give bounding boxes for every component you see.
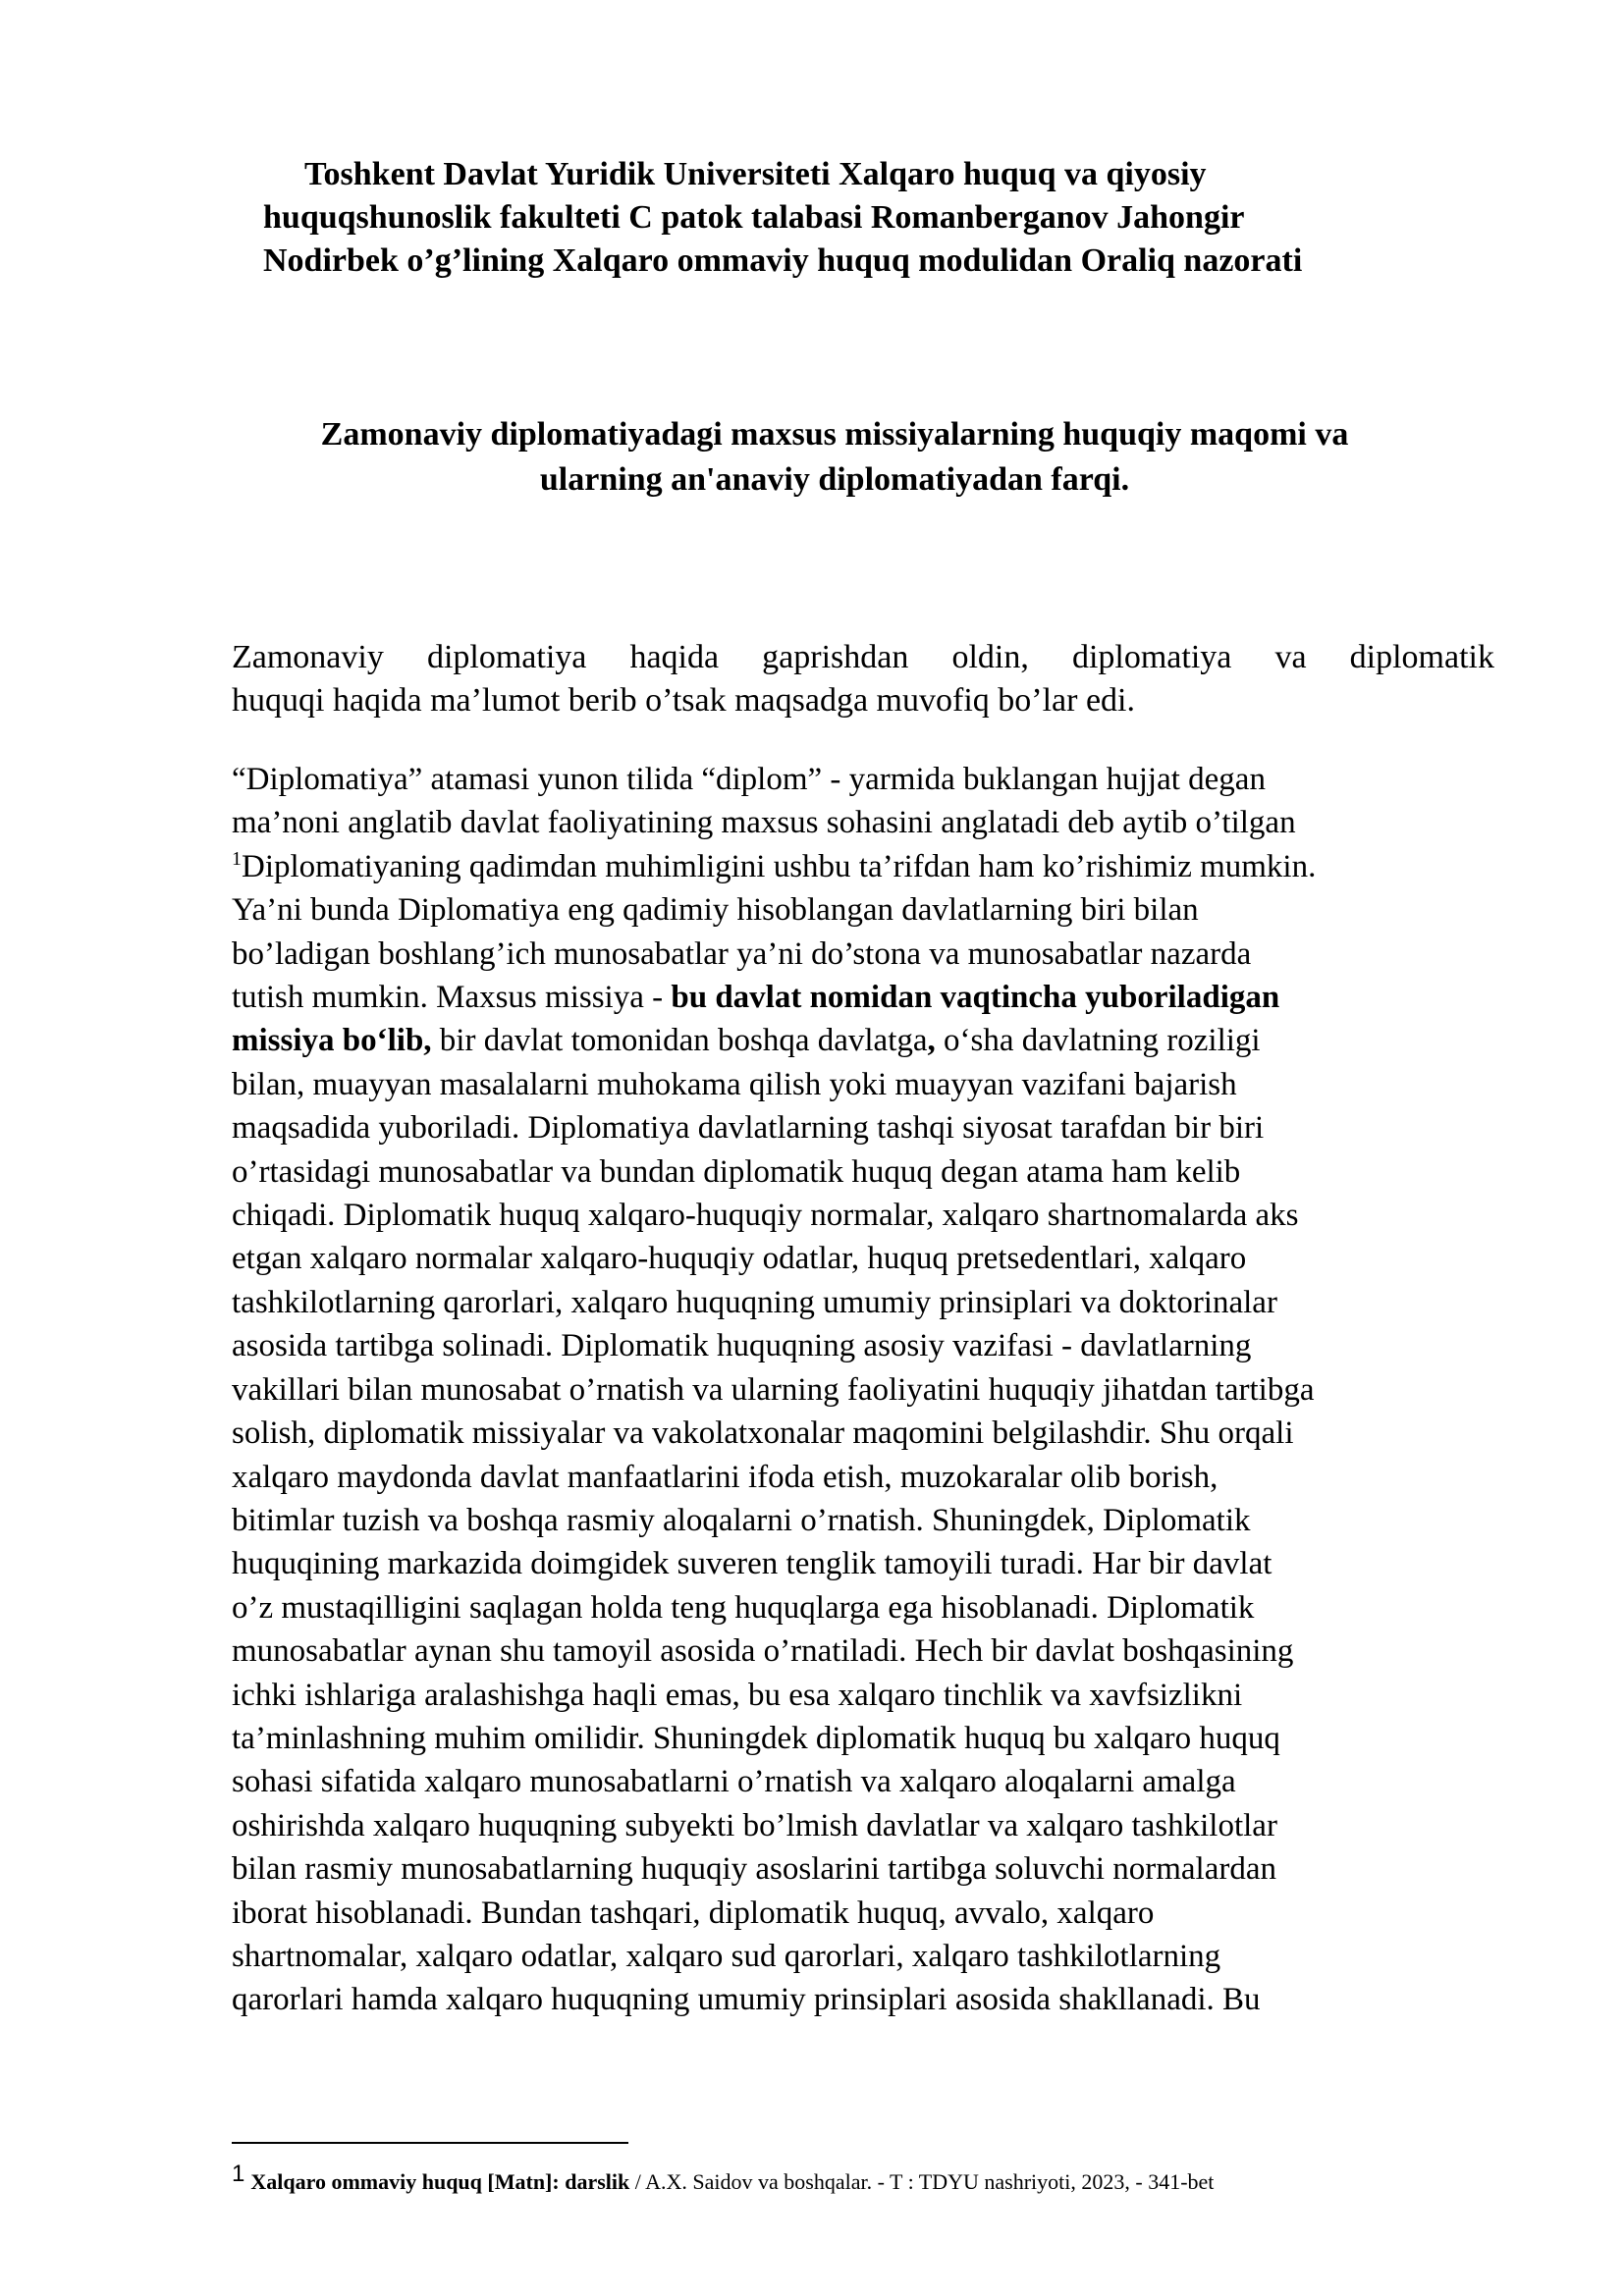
body-line: solish, diplomatik missiyalar va vakolatxonalar maqomini belgilashdir. Shu orqali <box>232 1415 1294 1452</box>
footnote-number: 1 <box>232 2160 245 2187</box>
document-header <box>255 153 1473 283</box>
intro-paragraph <box>232 636 1494 722</box>
header-line-1: Toshkent Davlat Yuridik Universiteti Xalqaro huquq va qiyosiy <box>304 156 1207 192</box>
body-line: maqsadida yuboriladi. Diplomatiya davlatlarning tashqi siyosat tarafdan bir biri <box>232 1110 1265 1147</box>
body-line-text: bir davlat tomonidan boshqa davlatga <box>431 1023 928 1059</box>
topic-line-2: ularning an'anaviy diplomatiyadan farqi. <box>539 461 1130 498</box>
body-line: etgan xalqaro normalar xalqaro-huquqiy odatlar, huquq pretsedentlari, xalqaro <box>232 1241 1247 1277</box>
body-line: “Diplomatiya” atamasi yunon tilida “diplom” - yarmida buklangan hujjat degan <box>232 762 1266 797</box>
body-line-text: tutish mumkin. Maxsus missiya - <box>232 980 672 1016</box>
topic-line-1: Zamonaviy diplomatiyadagi maxsus missiyalarning huquqiy maqomi va <box>320 416 1349 453</box>
intro-line-1: Zamonaviy diplomatiya haqida gaprishdan oldin, diplomatiya va diplomatik <box>232 639 1494 675</box>
body-line: huquqining markazida doimgidek suveren tenglik tamoyili turadi. Har bir davlat <box>232 1546 1272 1582</box>
body-line: bo’ladigan boshlang’ich munosabatlar ya’ni do’stona va munosabatlar nazarda <box>232 935 1252 972</box>
body-paragraph <box>232 758 1508 2022</box>
body-line: o’z mustaqilligini saqlagan holda teng huquqlarga ega hisoblanadi. Diplomatik <box>232 1589 1255 1626</box>
body-bold-text: , <box>927 1023 936 1059</box>
footnote <box>232 2160 1508 2197</box>
body-line: chiqadi. Diplomatik huquq xalqaro-huquqiy normalar, xalqaro shartnomalarda aks <box>232 1198 1299 1234</box>
body-line: xalqaro maydonda davlat manfaatlarini ifoda etish, muzokaralar olib borish, <box>232 1459 1218 1495</box>
body-line: qarorlari hamda xalqaro huquqning umumiy prinsiplari asosida shakllanadi. Bu <box>232 1982 1261 2018</box>
header-line-3: Nodirbek o’g’lining Xalqaro ommaviy huquq modulidan Oraliq nazorati <box>263 242 1303 279</box>
body-line: iborat hisoblanadi. Bundan tashqari, diplomatik huquq, avvalo, xalqaro <box>232 1895 1155 1931</box>
topic-title <box>196 412 1473 503</box>
footnote-reference[interactable]: 1 <box>232 847 242 870</box>
body-line: bilan, muayyan masalalarni muhokama qilish yoki muayyan vazifani bajarish <box>232 1066 1237 1102</box>
body-line: shartnomalar, xalqaro odatlar, xalqaro sud qarorlari, xalqaro tashkilotlarning <box>232 1938 1221 1974</box>
body-line: ta’minlashning muhim omilidir. Shuningdek diplomatik huquq bu xalqaro huquq <box>232 1720 1280 1756</box>
intro-line-2: huquqi haqida ma’lumot berib o’tsak maqsadga muvofiq bo’lar edi. <box>232 682 1135 719</box>
body-line: Ya’ni bunda Diplomatiya eng qadimiy hisoblangan davlatlarning biri bilan <box>232 892 1199 929</box>
body-line: bitimlar tuzish va boshqa rasmiy aloqalarni o’rnatish. Shuningdek, Diplomatik <box>232 1502 1251 1538</box>
body-line: ma’noni anglatib davlat faoliyatining maxsus sohasini anglatadi deb aytib o’tilgan <box>232 805 1296 841</box>
body-line: bilan rasmiy munosabatlarning huquqiy asoslarini tartibga soluvchi normalardan <box>232 1851 1277 1888</box>
footnote-source-details: / A.X. Saidov va boshqalar. - T : TDYU nashriyoti, 2023, - 341-bet <box>629 2169 1215 2194</box>
header-line-2: huquqshunoslik fakulteti C patok talabasi Romanberganov Jahongir <box>263 199 1245 236</box>
body-line <box>232 1019 1508 1062</box>
body-line: sohasi sifatida xalqaro munosabatlarni o’rnatish va xalqaro aloqalarni amalga <box>232 1764 1236 1800</box>
body-line: vakillari bilan munosabat o’rnatish va ularning faoliyatini huquqiy jihatdan tartibga <box>232 1371 1315 1408</box>
body-line: oshirishda xalqaro huquqning subyekti bo’lmish davlatlar va xalqaro tashkilotlar <box>232 1807 1277 1843</box>
body-line <box>232 976 1508 1019</box>
footnote-separator <box>232 2142 628 2144</box>
body-bold-text: bu davlat nomidan vaqtincha yuboriladigan <box>671 980 1280 1016</box>
footnote-source-title: Xalqaro ommaviy huquq [Matn]: darslik <box>250 2169 630 2194</box>
body-bold-text: missiya bo‘lib, <box>232 1023 432 1059</box>
body-line-text: Diplomatiyaning qadimdan muhimligini ushbu ta’rifdan ham ko’rishimiz mumkin. <box>242 848 1317 884</box>
body-line-text: o‘sha davlatning roziligi <box>935 1023 1261 1059</box>
body-line: o’rtasidagi munosabatlar va bundan diplomatik huquq degan atama ham kelib <box>232 1153 1241 1190</box>
body-line: munosabatlar aynan shu tamoyil asosida o’rnatiladi. Hech bir davlat boshqasining <box>232 1633 1294 1670</box>
body-line: ichki ishlariga aralashishga haqli emas, bu esa xalqaro tinchlik va xavfsizlikni <box>232 1677 1243 1713</box>
body-line: tashkilotlarning qarorlari, xalqaro huquqning umumiy prinsiplari va doktorinalar <box>232 1284 1277 1320</box>
body-line <box>232 845 1508 888</box>
body-line: asosida tartibga solinadi. Diplomatik huquqning asosiy vazifasi - davlatlarning <box>232 1328 1252 1364</box>
